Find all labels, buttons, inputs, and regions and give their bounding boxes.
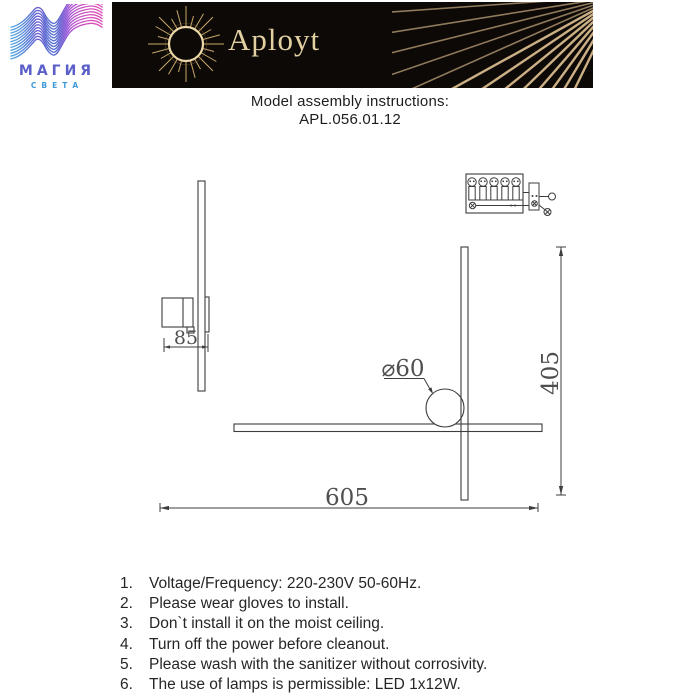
- item-number: 2.: [120, 595, 133, 613]
- svg-text:85: 85: [173, 327, 199, 349]
- logo-text-sveta: СВЕТА: [30, 81, 84, 90]
- wiring-diagram: [466, 174, 556, 216]
- item-text: The use of lamps is permissible: LED 1x12W.: [149, 675, 461, 693]
- instruction-list: [120, 575, 600, 696]
- item-number: 3.: [120, 615, 133, 633]
- list-item: [120, 595, 600, 615]
- svg-text:405: 405: [538, 351, 564, 395]
- title-line1: Model assembly instructions:: [250, 93, 450, 110]
- item-text: Don`t install it on the moist ceiling.: [149, 615, 385, 633]
- item-text: Voltage/Frequency: 220-230V 50-60Hz.: [149, 575, 422, 592]
- svg-text:605: 605: [325, 485, 369, 511]
- item-number: 5.: [120, 655, 133, 673]
- side-view: [162, 181, 209, 391]
- ball-element: [426, 389, 464, 427]
- list-item: [120, 656, 600, 676]
- logo-text-magia: МАГИЯ: [18, 63, 96, 79]
- list-item: [120, 676, 600, 696]
- dimension-ball: [381, 356, 433, 394]
- item-text: Turn off the power before cleanout.: [149, 635, 390, 653]
- dimension-605: [160, 485, 538, 512]
- list-item: [120, 636, 600, 656]
- banner-brand-text: Aployt: [228, 22, 321, 57]
- front-view: [160, 247, 566, 512]
- list-item: [120, 575, 600, 595]
- item-text: Please wash with the sanitizer without corrosivity.: [149, 655, 488, 673]
- item-number: 1.: [120, 575, 133, 592]
- item-number: 4.: [120, 635, 133, 653]
- svg-text:⌀60: ⌀60: [381, 356, 425, 382]
- list-item: [120, 615, 600, 635]
- dimension-405: [538, 247, 566, 495]
- item-text: Please wear gloves to install.: [149, 595, 349, 613]
- item-number: 6.: [120, 675, 133, 693]
- model-code: APL.056.01.12: [299, 110, 401, 128]
